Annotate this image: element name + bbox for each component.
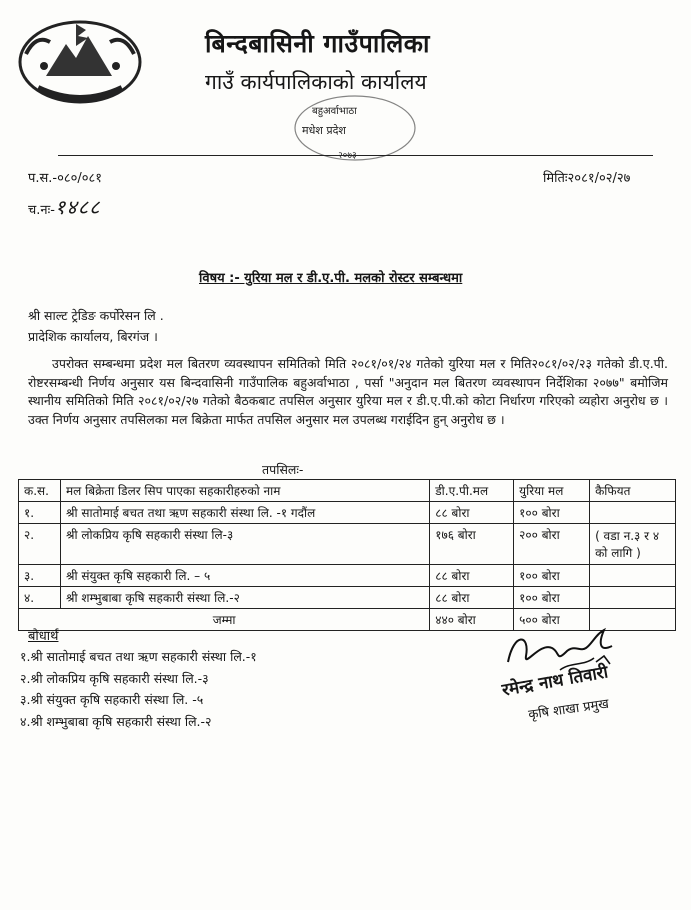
cell-sn: २. (19, 524, 61, 565)
stamp-line3: २०७३ (338, 151, 357, 161)
header-dap: डी.ए.पी.मल (430, 480, 514, 502)
header-sn: क.स. (19, 480, 61, 502)
cell-urea: १०० बोरा (514, 565, 590, 587)
addressee-line1: श्री साल्ट ट्रेडिङ कर्पोरेसन लि . (28, 308, 164, 323)
letter-date: मितिः२०८१/०२/२७ (543, 171, 631, 186)
cell-remark (590, 502, 676, 524)
list-item: १.श्री सातोमाई बचत तथा ऋण सहकारी संस्था लि.-१ (20, 649, 257, 664)
header-urea: युरिया मल (514, 480, 590, 502)
signatory-role: कृषि शाखा प्रमुख (527, 696, 610, 723)
list-item: २.श्री लोकप्रिय कृषि सहकारी संस्था लि.-३ (20, 670, 209, 686)
cell-urea: २०० बोरा (514, 524, 590, 565)
list-item: ३.श्री संयुक्त कृषि सहकारी संस्था लि. -५ (20, 692, 204, 707)
body-paragraph: उपरोक्त सम्बन्धमा प्रदेश मल बितरण व्यवस्थापन समितिको मिति २०८१/०१/२४ गतेको युरिया मल र मिति२०८१/०२/२३ गतेको डी.ए.पी. रोष्टरसम्बन्धी निर्णय अनुसार यस बिन्दवासिनी गाउँपालिक बहुअर्वाभाठा , पर्सा "अनुदान मल बितरण व्यवस्थापन निर्देशिका २०७७" बमोजिम स्थानीय समितिको मिति २०८१/०२/२७ गतेको बैठकबाट तपसिल अनुसार युरिया मल र डी.ए.पी.को कोटा निर्धारण गरिएको व्यहोरा अनुरोध छ । उक्त निर्णय अनुसार तपसिलका मल बिक्रेता मार्फत तपसिल अनुसार मल उपलब्ध गराईदिन हुन् अनुरोध छ । (28, 356, 668, 428)
cell-dap: ८८ बोरा (430, 587, 514, 609)
total-label: जम्मा (19, 609, 430, 631)
signatory-name: रमेन्द्र नाथ तिवारी (500, 662, 610, 701)
stamp-line1: बहुअर्वाभाठा (312, 106, 357, 117)
addressee-line2: प्रादेशिक कार्यालय, बिरगंज । (28, 329, 158, 344)
table-row (19, 587, 676, 609)
cell-name: श्री संयुक्त कृषि सहकारी लि. – ५ (60, 565, 429, 587)
page-title: बिन्दबासिनी गाउँपालिका (205, 29, 430, 58)
cell-remark (590, 565, 676, 587)
office-subtitle: गाउँ कार्यपालिकाको कार्यालय (205, 70, 427, 94)
dispatch-number (28, 193, 101, 220)
cell-urea: १०० बोरा (514, 502, 590, 524)
addressee-block (28, 305, 164, 347)
reference-number: प.स.-०८०/०८१ (28, 171, 103, 186)
cell-name: श्री शम्भुबाबा कृषि सहकारी संस्था लि.-२ (60, 587, 429, 609)
list-item: ४.श्री शम्भुबाबा कृषि सहकारी संस्था लि.-२ (20, 713, 212, 729)
cc-list (20, 646, 257, 732)
table-row (19, 502, 676, 524)
cc-title: बोधार्थ (28, 629, 59, 644)
table-row (19, 524, 676, 565)
office-stamp (290, 92, 420, 164)
cell-dap: ८८ बोरा (430, 502, 514, 524)
cell-name: श्री सातोमाई बचत तथा ऋण सहकारी संस्था लि. -१ गदौंल (60, 502, 429, 524)
cell-remark: ( वडा न.३ र ४ को लागि ) (590, 524, 676, 565)
total-dap: ४४० बोरा (430, 609, 514, 631)
subject-line: विषय :- युरिया मल र डी.ए.पी. मलको रोस्टर सम्बन्धमा (199, 271, 463, 286)
nepal-emblem-logo (16, 14, 144, 106)
stamp-line2: मधेश प्रदेश (302, 124, 346, 137)
cell-remark (590, 587, 676, 609)
header-remark: कैफियत (590, 480, 676, 502)
header-name: मल बिक्रेता डिलर सिप पाएका सहकारीहरुको नाम (60, 480, 429, 502)
header-divider (58, 155, 653, 156)
cell-name: श्री लोकप्रिय कृषि सहकारी संस्था लि-३ (60, 524, 429, 565)
table-header-row (19, 480, 676, 502)
dispatch-label: च.नः- (28, 203, 55, 218)
table-caption: तपसिलः- (262, 462, 304, 477)
cell-dap: ८८ बोरा (430, 565, 514, 587)
cell-urea: १०० बोरा (514, 587, 590, 609)
cell-sn: १. (19, 502, 61, 524)
cell-sn: ४. (19, 587, 61, 609)
total-urea: ५०० बोरा (514, 609, 590, 631)
quota-table (18, 479, 676, 631)
table-row (19, 565, 676, 587)
cell-dap: १७६ बोरा (430, 524, 514, 565)
dispatch-value: १४८८ (54, 195, 101, 219)
cell-sn: ३. (19, 565, 61, 587)
